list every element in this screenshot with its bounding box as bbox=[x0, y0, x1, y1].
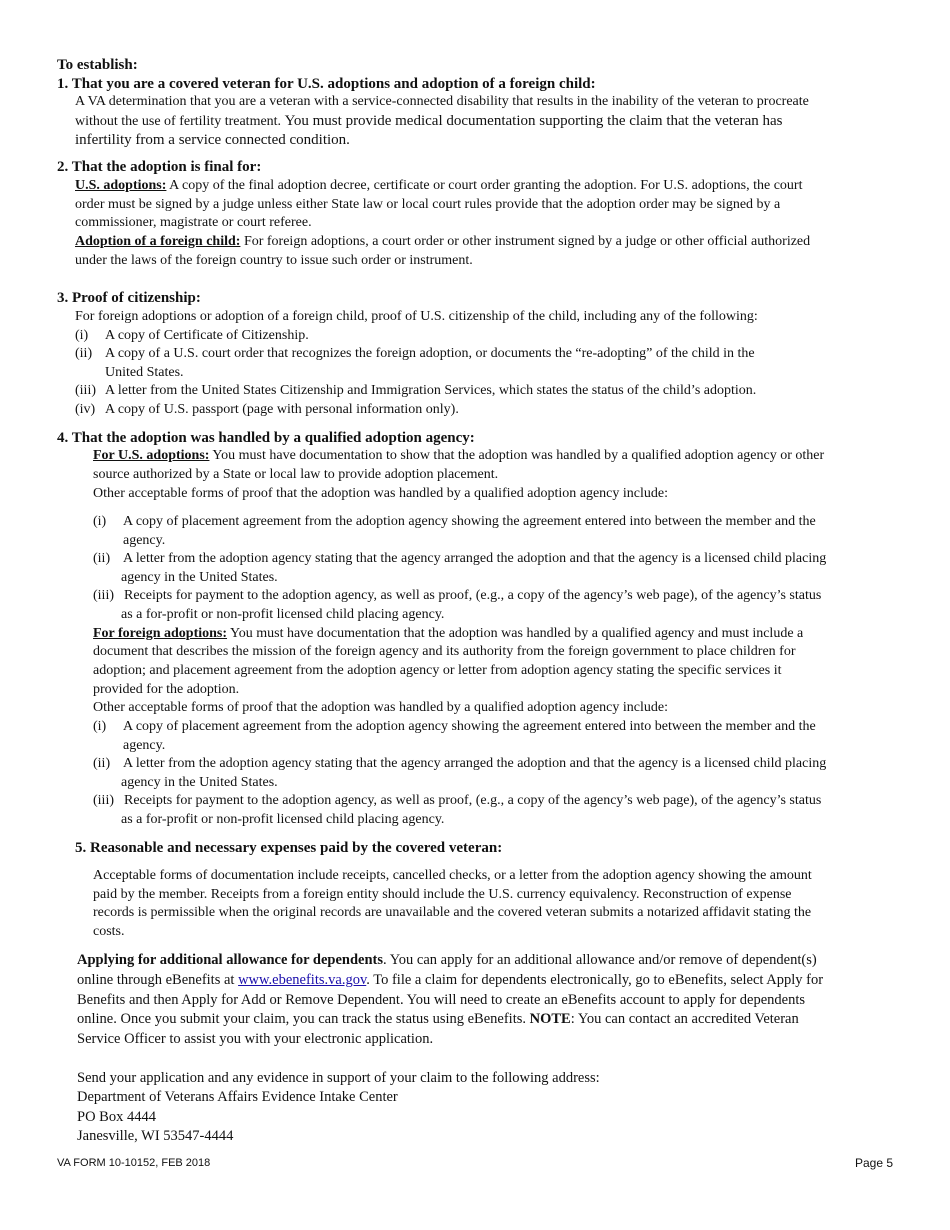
section-2-us-line: order must be signed by a judge unless either State law or local court rules provide that the adoption order may be signed by a bbox=[75, 197, 781, 212]
section-1-line: A VA determination that you are a veteran with a service-connected disability that results in the inability of the veteran to procreate bbox=[75, 94, 809, 109]
address-line: Department of Veterans Affairs Evidence Intake Center bbox=[77, 1089, 398, 1105]
section-4-foreign-line: provided for the adoption. bbox=[93, 682, 240, 697]
section-4-us-line: Other acceptable forms of proof that the adoption was handled by a qualified adoption agency include: bbox=[93, 486, 668, 501]
document-page: To establish: 1. That you are a covered veteran for U.S. adoptions and adoption of a foreign child: A VA determination that you are a veteran with a service-connected disability that results in the inability of the veteran to procreate without the use of fertility treatment. You must provide medical documentation supporting the claim that the veteran has infertility from a service connected condition. 2. That the adoption is final for: U.S. adoptions: A copy of the final adoption decree, certificate or court order granting the adoption. For U.S. adoptions, the court order must be signed by a judge unless either State law or local court rules provide that the adoption order may be signed by a commissioner, magistrate or court referee. Adoption of a foreign child: For foreign adoptions, a court order or other instrument signed by a judge or other official authorized under the laws of the foreign country to issue such order or instrument. 3. Proof of citizenship: For foreign adoptions or adoption of a foreign child, proof of U.S. citizenship of the child, including any of the following: (i) A copy of Certificate of Citizenship. (ii) A copy of a U.S. court order that recognizes the foreign adoption, or documents the “re-adopting” of the child in the United States. (iii) A letter from the United States Citizenship and Immigration Services, which states the status of the child’s adoption. (iv) A copy of U.S. passport (page with personal information only). 4. That the adoption was handled by a qualified adoption agency: For U.S. adoptions: You must have documentation to show that the adoption was handled by a qualified adoption agency or other source authorized by a State or local law to provide adoption placement. Other acceptable forms of proof that the adoption was handled by a qualified adoption agency include: (i) A copy of placement agreement from the adoption agency showing the agreement entered into between the member and the agency. (ii) A letter from the adoption agency stating that the agency arranged the adoption and that the agency is a licensed child placing agency in the United States. (iii) Receipts for payment to the adoption agency, as well as proof, (e.g., a copy of the agency’s web page), of the agency’s status as a for-profit or non-profit licensed child placing agency. For foreign adoptions: You must have documentation that the adoption was handled by a qualified agency and must include a document that describes the mission of the foreign agency and its authority from the foreign government to place children for adoption; and placement agreement from the adoption agency or letter from adoption agency stating the specific services it provided for the adoption. Other acceptable forms of proof that the adoption was handled by a qualified adoption agency include: (i) A copy of placement agreement from the adoption agency showing the agreement entered into between the member and the agency. (ii) A letter from the adoption agency stating that the agency arranged the adoption and that the agency is a licensed child placing agency in the United States. (iii) Receipts for payment to the adoption agency, as well as proof, (e.g., a copy of the agency’s web page), of the agency’s status as a for-profit or non-profit licensed child placing agency. 5. Reasonable and necessary expenses paid by the covered veteran: Acceptable forms of documentation include receipts, cancelled checks, or a letter from the adoption agency showing the amount paid by the member. Receipts from a foreign entity should include the U.S. currency equivalency. Reconstruction of expense records is permissible when the original records are unavailable and the covered veteran submits a notarized affidavit stating the costs. Applying for additional allowance for dependents. You can apply for an additional allowance and/or remove of dependent(s) online through eBenefits at www.ebenefits.va.gov. To file a claim for dependents electronically, go to eBenefits, select Apply for Benefits and then Apply for Add or Remove Dependent. You will need to create an eBenefits account to apply for dependents online. Once you submit your claim, you can track the status using eBenefits. NOTE: You can contact an accredited Veteran Service Officer to assist you with your electronic application. Send your application and any evidence in support of your claim to the following address: Department of Veterans Affairs Evidence Intake Center PO Box 4444 Janesville, WI 53547-4444 VA FORM 10-10152, FEB 2018 Page 5 bbox=[57, 57, 894, 1170]
establish-heading: To establish: bbox=[57, 57, 138, 73]
section-1-heading: 1. That you are a covered veteran for U.S. adoptions and adoption of a foreign child: bbox=[57, 76, 596, 92]
section-5-heading: 5. Reasonable and necessary expenses paid by the covered veteran: bbox=[75, 840, 503, 856]
section-4-foreign-line: adoption; and placement agreement from the adoption agency or letter from adoption agency stating the specific services it bbox=[93, 663, 782, 678]
section-2-foreign-line: under the laws of the foreign country to issue such order or instrument. bbox=[75, 253, 473, 268]
section-5-line: records is permissible when the original records are unavailable and the covered veteran submits a notarized affidavit stating the bbox=[93, 905, 812, 920]
section-4-foreign-line: For foreign adoptions: You must have documentation that the adoption was handled by a qualified agency and must include a bbox=[93, 626, 804, 641]
allowance-line: online through eBenefits at www.ebenefits.va.gov. To file a claim for dependents electronically, go to eBenefits, select Apply for bbox=[77, 972, 824, 988]
for-foreign-adoptions-label: For foreign adoptions: bbox=[93, 626, 228, 641]
form-number: VA FORM 10-10152, FEB 2018 bbox=[57, 1157, 211, 1169]
section-4-us-line: For U.S. adoptions: You must have documentation to show that the adoption was handled by a qualified adoption agency or other bbox=[93, 448, 825, 463]
address-intro: Send your application and any evidence in support of your claim to the following address: bbox=[77, 1070, 600, 1086]
section-2-foreign-line: Adoption of a foreign child: For foreign adoptions, a court order or other instrument signed by a judge or other official authorized bbox=[75, 234, 811, 249]
us-adoptions-label: U.S. adoptions: bbox=[75, 178, 167, 193]
allowance-line: Benefits and then Apply for Add or Remove Dependent. You will need to create an eBenefits account to apply for dependents bbox=[77, 992, 806, 1008]
page-number: Page 5 bbox=[855, 1156, 894, 1170]
section-3-heading: 3. Proof of citizenship: bbox=[57, 290, 201, 306]
address-line: Janesville, WI 53547-4444 bbox=[77, 1128, 234, 1144]
section-2-us-line: commissioner, magistrate or court referee. bbox=[75, 215, 312, 230]
section-4-heading: 4. That the adoption was handled by a qualified adoption agency: bbox=[57, 430, 475, 446]
section-3-intro: For foreign adoptions or adoption of a foreign child, proof of U.S. citizenship of the child, including any of the following: bbox=[75, 309, 758, 324]
note-label: NOTE bbox=[529, 1011, 571, 1027]
section-1-line: without the use of fertility treatment. You must provide medical documentation supporting the claim that the veteran has bbox=[75, 113, 783, 129]
allowance-line: Applying for additional allowance for dependents. You can apply for an additional allowance and/or remove of dependent(s) bbox=[77, 952, 817, 968]
allowance-line: online. Once you submit your claim, you can track the status using eBenefits. NOTE: You can contact an accredited Veteran bbox=[77, 1011, 799, 1027]
section-4-foreign-line: document that describes the mission of the foreign agency and its authority from the foreign government to place children for bbox=[93, 644, 796, 659]
section-2-us-line: U.S. adoptions: A copy of the final adoption decree, certificate or court order granting the adoption. For U.S. adoptions, the court bbox=[75, 178, 803, 193]
section-1-line: infertility from a service connected condition. bbox=[75, 132, 350, 148]
allowance-line: Service Officer to assist you with your electronic application. bbox=[77, 1031, 434, 1047]
section-2-heading: 2. That the adoption is final for: bbox=[57, 159, 262, 175]
address-line: PO Box 4444 bbox=[77, 1109, 156, 1125]
section-4-foreign-line: Other acceptable forms of proof that the adoption was handled by a qualified adoption agency include: bbox=[93, 700, 668, 715]
for-us-adoptions-label: For U.S. adoptions: bbox=[93, 448, 210, 463]
section-5-line: Acceptable forms of documentation include receipts, cancelled checks, or a letter from the adoption agency showing the amount bbox=[93, 868, 812, 883]
allowance-heading: Applying for additional allowance for dependents bbox=[77, 952, 384, 968]
section-5-line: paid by the member. Receipts from a foreign entity should include the U.S. currency equivalency. Reconstruction of expense bbox=[93, 887, 792, 902]
foreign-child-label: Adoption of a foreign child: bbox=[75, 234, 241, 249]
section-4-us-line: source authorized by a State or local law to provide adoption placement. bbox=[93, 467, 499, 482]
ebenefits-link[interactable]: www.ebenefits.va.gov bbox=[238, 972, 367, 988]
section-5-line: costs. bbox=[93, 924, 125, 939]
